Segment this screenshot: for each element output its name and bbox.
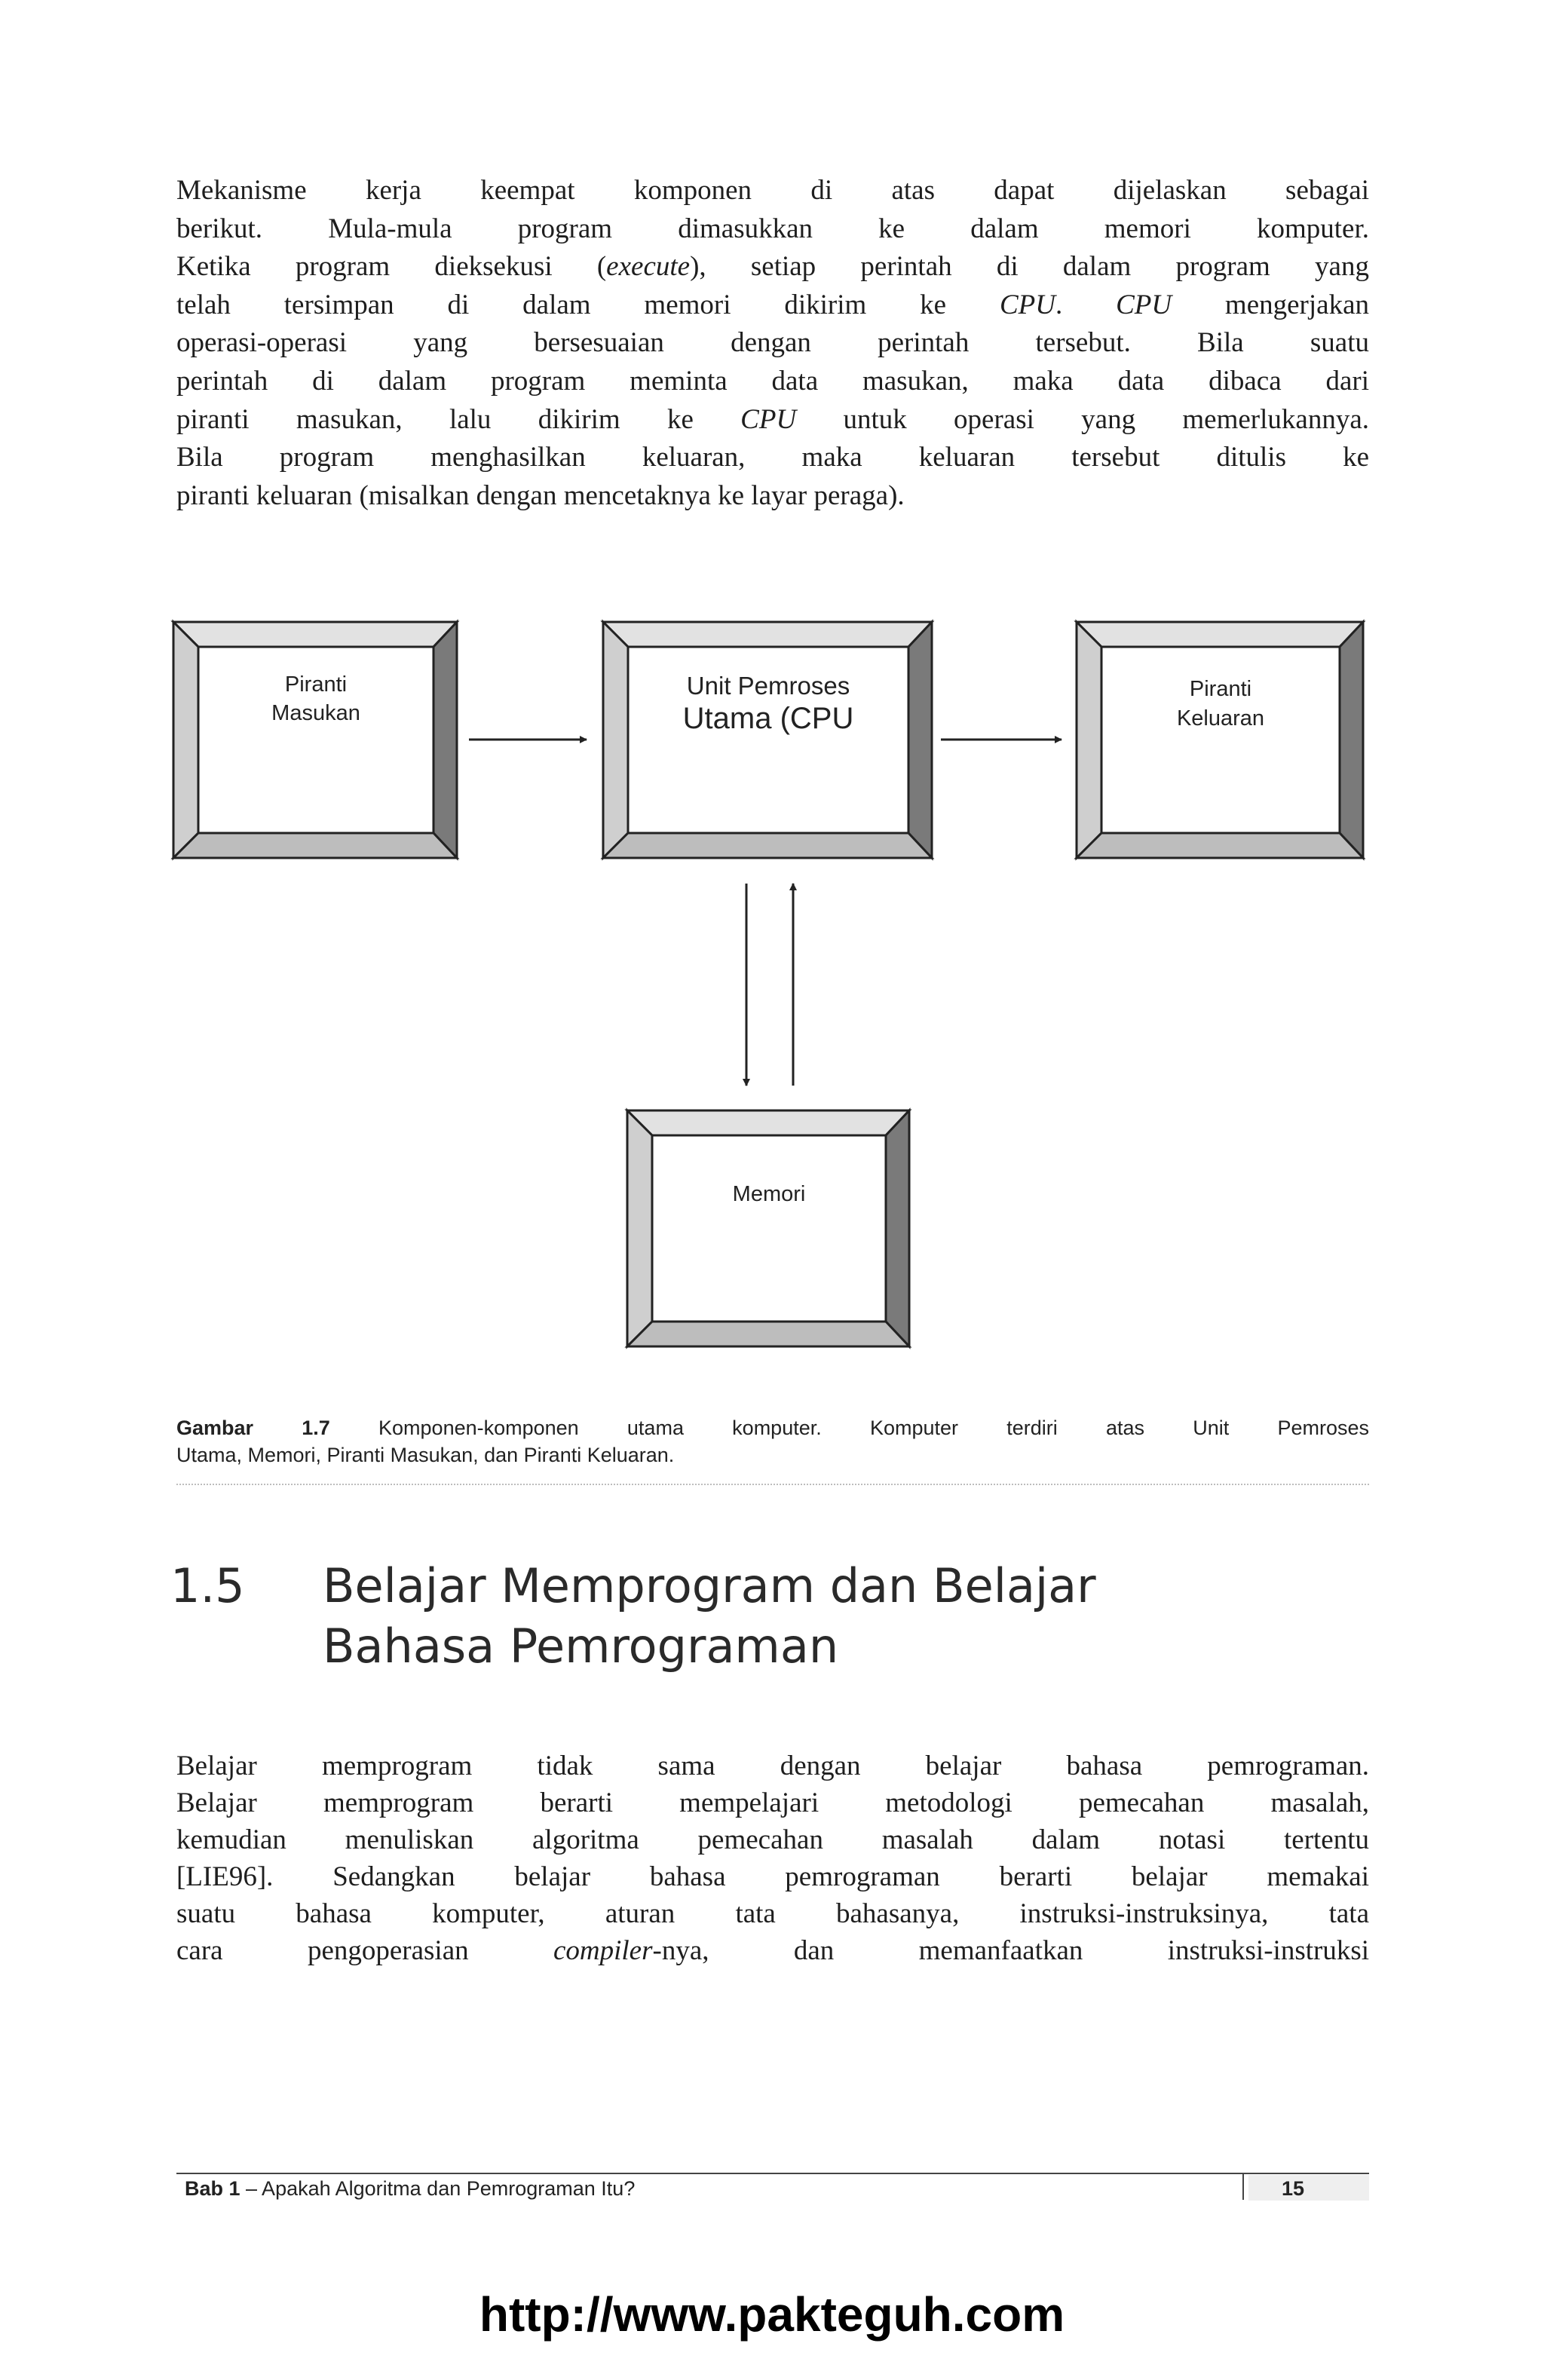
cpu-box-line1: Unit Pemroses (686, 672, 850, 700)
cpu-box-line2: Utama (CPU (682, 702, 854, 735)
output-box-line1: Piranti (1189, 677, 1252, 701)
paragraph-line: telah tersimpan di dalam memori dikirim ke CPU. CPU mengerjakan (176, 289, 1369, 320)
paragraph-line: Mekanisme kerja keempat komponen di atas dapat dijelaskan sebagai (176, 175, 1369, 206)
input-box-line1: Piranti (284, 672, 348, 697)
section-title-line: Bahasa Pemrograman (323, 1619, 839, 1674)
cpu-box (603, 622, 932, 858)
paragraph-line: Ketika program dieksekusi (execute), setiap perintah di dalam program yang (176, 251, 1369, 283)
figure-caption (176, 1414, 1369, 1469)
output-box-line2: Keluaran (1176, 706, 1265, 731)
paragraph-line: piranti masukan, lalu dikirim ke CPU untuk operasi yang memerlukannya. (176, 403, 1369, 435)
input-box-line2: Masukan (271, 701, 360, 725)
page-number-box (1248, 2175, 1369, 2201)
paragraph-line: kemudian menuliskan algoritma pemecahan masalah dalam notasi tertentu (176, 1824, 1369, 1855)
memory-box (627, 1110, 909, 1346)
memory-box-label: Memori (732, 1182, 806, 1206)
caption-label: Gambar 1.7 (176, 1417, 330, 1439)
section-title (323, 1556, 1303, 1677)
watermark-url: http://www.pakteguh.com (479, 2287, 1065, 2342)
running-footer: Bab 1 – Apakah Algoritma dan Pemrograman Itu? (185, 2177, 636, 2200)
paragraph-line: piranti keluaran (misalkan dengan mencetaknya ke layar peraga). (176, 479, 905, 511)
caption-line: Utama, Memori, Piranti Masukan, dan Piranti Keluaran. (176, 1444, 675, 1466)
paragraph-line: berikut. Mula-mula program dimasukkan ke dalam memori komputer. (176, 213, 1369, 244)
footer-divider (176, 2173, 1369, 2174)
paragraph-line: perintah di dalam program meminta data masukan, maka data dibaca dari (176, 365, 1369, 397)
paragraph-line: Belajar memprogram tidak sama dengan belajar bahasa pemrograman. (176, 1751, 1369, 1781)
caption-line: Gambar 1.7 Komponen-komponen utama komputer. Komputer terdiri atas Unit Pemroses (176, 1417, 1369, 1439)
output-device-box (1077, 622, 1363, 858)
caption-divider (176, 1484, 1369, 1485)
paragraph-line: suatu bahasa komputer, aturan tata bahasanya, instruksi-instruksinya, tata (176, 1898, 1369, 1929)
input-device-box (173, 622, 457, 858)
paragraph-line: cara pengoperasian compiler-nya, dan memanfaatkan instruksi-instruksi (176, 1935, 1369, 1966)
paragraph-line: Belajar memprogram berarti mempelajari metodologi pemecahan masalah, (176, 1787, 1369, 1818)
paragraph-line: Bila program menghasilkan keluaran, maka keluaran tersebut ditulis ke (176, 442, 1369, 473)
section-number: 1.5 (170, 1558, 245, 1613)
page-number: 15 (1282, 2177, 1305, 2200)
section-title-line: Belajar Memprogram dan Belajar (323, 1558, 1096, 1613)
paragraph-line: operasi-operasi yang bersesuaian dengan perintah tersebut. Bila suatu (176, 327, 1369, 359)
paragraph-line: [LIE96]. Sedangkan belajar bahasa pemrograman berarti belajar memakai (176, 1861, 1369, 1892)
footer-separator (1242, 2173, 1244, 2200)
section-paragraph (176, 1747, 1369, 1969)
